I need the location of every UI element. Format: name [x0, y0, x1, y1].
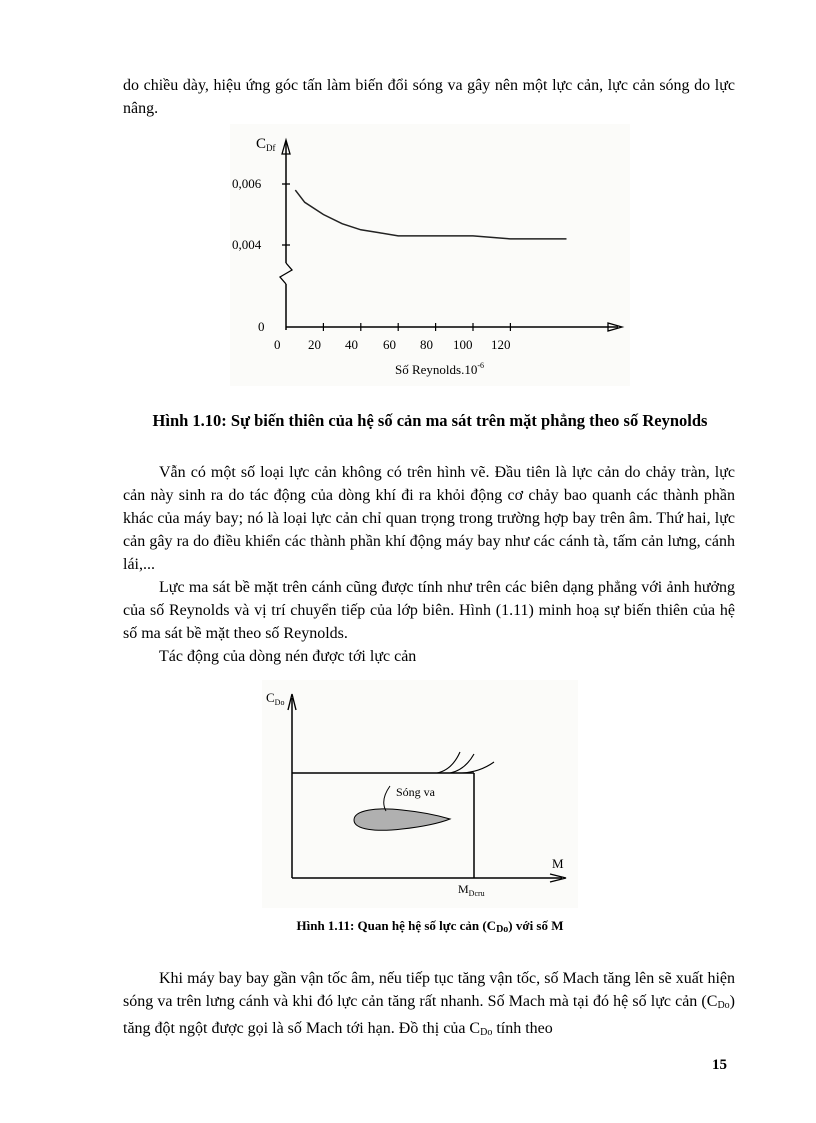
- shock-wave-label: Sóng va: [396, 785, 435, 799]
- y-tick-label: 0,004: [232, 237, 262, 252]
- x-tick-label: 40: [345, 337, 358, 352]
- x-tick-label: 0: [274, 337, 281, 352]
- x-tick-label: 80: [420, 337, 433, 352]
- x-tick-label: 20: [308, 337, 321, 352]
- figure-1-11-caption: Hình 1.11: Quan hệ hệ số lực cản $(C_{Do})$ với số M: [296, 918, 564, 935]
- paragraph-other-drag: Vẫn có một số loại lực cản không có trên hình vẽ. Đầu tiên là lực cản do chảy tràn, lực cản này sinh ra do tác động của dòng khí đi ra khỏi động cơ chảy bao quanh các thành phần khác của máy bay; nó là loại lực cản chỉ quan trọng trong trường hợp bay trên âm. Thứ hai, lực cản gây ra do điều khiển các thành phần khí động máy bay như các cánh tà, tấm cản lưng, cánh lái,...: [123, 464, 735, 573]
- y-tick-label: 0: [258, 319, 265, 334]
- page-number: 15: [712, 1057, 727, 1073]
- y-axis-label: $C_{Do}$: [266, 690, 285, 707]
- x-axis-label: Số $Reynolds.10^{-6}$: [395, 361, 485, 377]
- y-tick-label: 0,006: [232, 176, 262, 191]
- figure-1-10-caption: Hình 1.10: Sự biến thiên của hệ số cản ma sát trên mặt phẳng theo số Reynolds: [152, 411, 708, 430]
- paragraph-critical-mach: Khi máy bay bay gần vận tốc âm, nếu tiếp tục tăng vận tốc, số Mach tăng lên sẽ xuất hiện sóng va trên lưng cánh và khi đó lực cản tăng rất nhanh. Số Mach mà tại đó hệ số lực cản $(C_{Do})$ tăng đột ngột được gọi là số Mach tới hạn. Đồ thị của $C_{Do}$ tính theo: [123, 970, 735, 1038]
- figure-mach-drag: [262, 680, 578, 908]
- reynolds-chart-svg: [230, 124, 630, 386]
- x-tick-label: 100: [453, 337, 473, 352]
- mach-drag-svg: [262, 680, 578, 908]
- paragraph-intro: do chiều dày, hiệu ứng góc tấn làm biến đổi sóng va gây nên một lực cản, lực cản sóng do lực nâng.: [123, 77, 735, 117]
- x-tick-label: $M_{Dcru}$: [458, 882, 485, 898]
- paragraph-skin-friction: Lực ma sát bề mặt trên cánh cũng được tính như trên các biên dạng phẳng với ảnh hưởng của số Reynolds và vị trí chuyển tiếp của lớp biên. Hình (1.11) minh hoạ sự biến thiên của hệ số ma sát bề mặt theo số Reynolds.: [123, 579, 735, 642]
- figure-reynolds-chart: [230, 124, 630, 386]
- x-axis-label: M: [552, 856, 564, 871]
- paragraph-compressibility: Tác động của dòng nén được tới lực cản: [159, 648, 417, 665]
- x-tick-label: 60: [383, 337, 396, 352]
- y-axis-label: $C_{Df}$: [256, 136, 276, 153]
- x-tick-label: 120: [491, 337, 511, 352]
